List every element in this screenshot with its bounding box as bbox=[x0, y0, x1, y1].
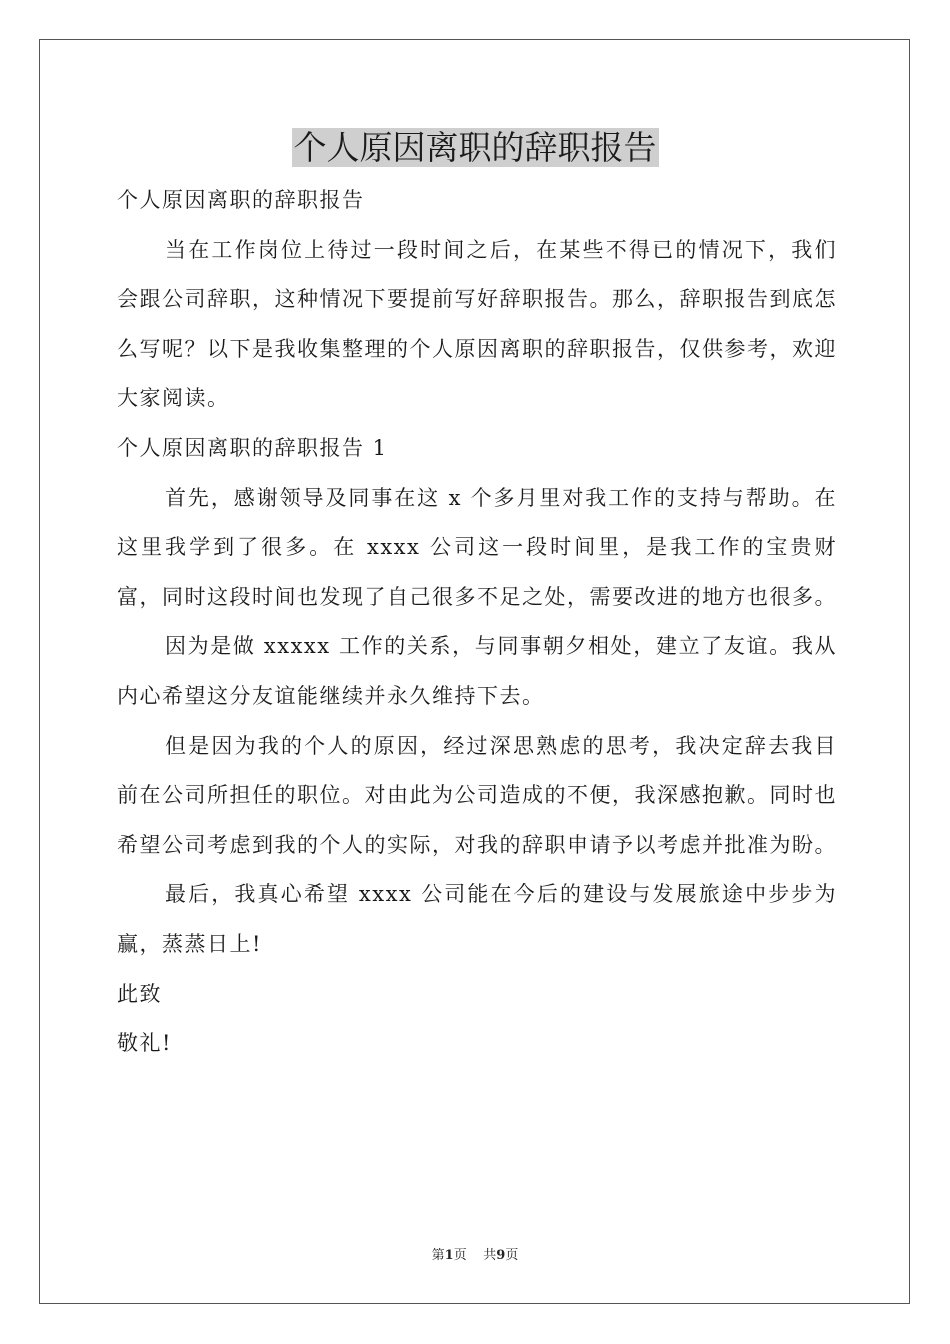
document-title bbox=[0, 125, 950, 171]
body-paragraph: 但是因为我的个人的原因，经过深思熟虑的思考，我决定辞去我目前在公司所担任的职位。对由此为公司造成的不便，我深感抱歉。同时也希望公司考虑到我的个人的实际，对我的辞职申请予以考虑并批准为盼。 bbox=[117, 733, 837, 857]
subtitle-paragraph: 个人原因离职的辞职报告 bbox=[117, 188, 365, 212]
page-footer bbox=[0, 1248, 950, 1264]
footer-total-number: 9 bbox=[496, 1248, 506, 1263]
footer-page-prefix: 第 bbox=[431, 1248, 445, 1263]
document-title-text: 个人原因离职的辞职报告 bbox=[293, 128, 657, 167]
body-paragraph: 因为是做 xxxxx 工作的关系，与同事朝夕相处，建立了友谊。我从内心希望这分友谊能继续并永久维持下去。 bbox=[117, 634, 837, 708]
closing-line: 此致 bbox=[117, 981, 162, 1006]
footer-total-prefix: 共 bbox=[483, 1248, 497, 1263]
footer-page-suffix: 页 bbox=[453, 1248, 467, 1263]
footer-total-suffix: 页 bbox=[505, 1248, 519, 1263]
intro-paragraph: 当在工作岗位上待过一段时间之后，在某些不得已的情况下，我们会跟公司辞职，这种情况下要提前写好辞职报告。那么，辞职报告到底怎么写呢？以下是我收集整理的个人原因离职的辞职报告，仅供参考，欢迎大家阅读。 bbox=[117, 237, 837, 411]
footer-page-number: 1 bbox=[444, 1248, 454, 1263]
section-heading: 个人原因离职的辞职报告 1 bbox=[117, 435, 388, 460]
document-body bbox=[117, 176, 837, 1069]
body-paragraph: 首先，感谢领导及同事在这 x 个多月里对我工作的支持与帮助。在这里我学到了很多。在 xxxx 公司这一段时间里，是我工作的宝贵财富，同时这段时间也发现了自己很多不足之处，需要改进的地方也很多。 bbox=[117, 485, 837, 609]
salutation-line: 敬礼! bbox=[117, 1031, 172, 1056]
body-paragraph: 最后，我真心希望 xxxx 公司能在今后的建设与发展旅途中步步为赢，蒸蒸日上! bbox=[117, 882, 837, 956]
